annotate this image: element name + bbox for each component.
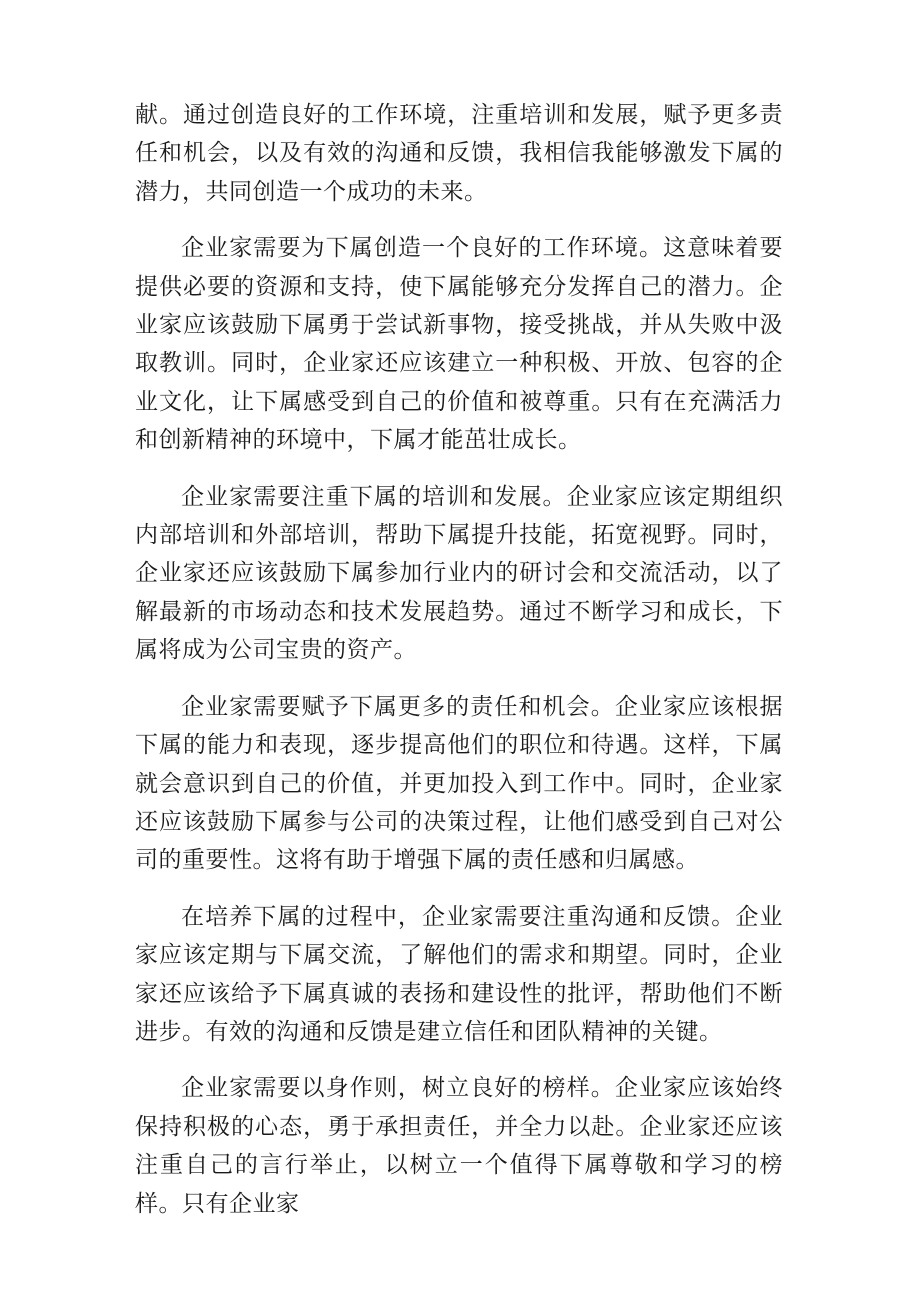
document-body [135, 96, 783, 1241]
paragraph-lead-by-example: 企业家需要以身作则，树立良好的榜样。企业家应该始终保持积极的心态，勇于承担责任，并全力以赴。企业家还应该注重自己的言行举止，以树立一个值得下属尊敬和学习的榜样。只有企业家 [135, 1075, 783, 1217]
paragraph-continuation: 献。通过创造良好的工作环境，注重培训和发展，赋予更多责任和机会，以及有效的沟通和反馈，我相信我能够激发下属的潜力，共同创造一个成功的未来。 [135, 102, 783, 205]
paragraph-communication-feedback: 在培养下属的过程中，企业家需要注重沟通和反馈。企业家应该定期与下属交流，了解他们的需求和期望。同时，企业家还应该给予下属真诚的表扬和建设性的批评，帮助他们不断进步。有效的沟通和反馈是建立信任和团队精神的关键。 [135, 903, 783, 1045]
paragraph-responsibility-opportunity: 企业家需要赋予下属更多的责任和机会。企业家应该根据下属的能力和表现，逐步提高他们的职位和待遇。这样，下属就会意识到自己的价值，并更加投入到工作中。同时，企业家还应该鼓励下属参与公司的决策过程，让他们感受到自己对公司的重要性。这将有助于增强下属的责任感和归属感。 [135, 693, 783, 874]
paragraph-training-development: 企业家需要注重下属的培训和发展。企业家应该定期组织内部培训和外部培训，帮助下属提升技能，拓宽视野。同时，企业家还应该鼓励下属参加行业内的研讨会和交流活动，以了解最新的市场动态和技术发展趋势。通过不断学习和成长，下属将成为公司宝贵的资产。 [135, 483, 783, 664]
paragraph-work-environment: 企业家需要为下属创造一个良好的工作环境。这意味着要提供必要的资源和支持，使下属能够充分发挥自己的潜力。企业家应该鼓励下属勇于尝试新事物，接受挑战，并从失败中汲取教训。同时，企业家还应该建立一种积极、开放、包容的企业文化，让下属感受到自己的价值和被尊重。只有在充满活力和创新精神的环境中，下属才能茁壮成长。 [135, 235, 783, 454]
